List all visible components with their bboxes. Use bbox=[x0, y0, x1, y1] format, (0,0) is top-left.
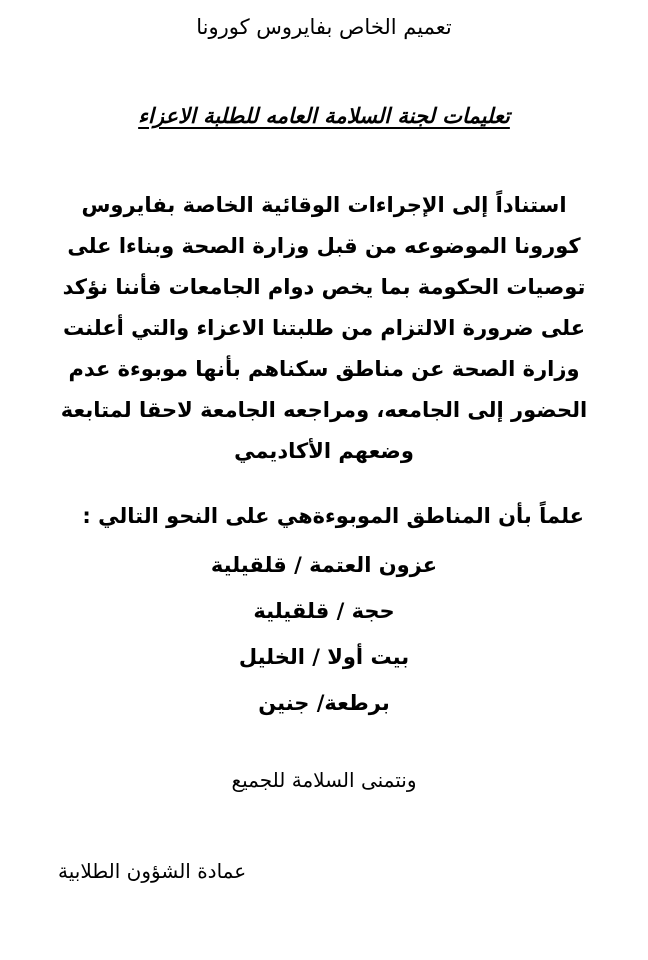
body-paragraph bbox=[58, 185, 590, 472]
regions-intro-note: علماً بأن المناطق الموبوءةهي على النحو التالي : bbox=[82, 504, 584, 528]
region-item: عزون العتمة / قلقيلية bbox=[210, 553, 438, 577]
body-line: كورونا الموضوعه من قبل وزارة الصحة وبناءا على bbox=[67, 234, 581, 258]
document-title: تعميم الخاص بفايروس كورونا bbox=[196, 15, 452, 39]
body-line: وزارة الصحة عن مناطق سكناهم بأنها موبوءة عدم bbox=[68, 357, 580, 381]
closing-line: ونتمنى السلامة للجميع bbox=[231, 768, 417, 792]
infected-regions-list bbox=[0, 542, 648, 726]
region-item: برطعة/ جنين bbox=[258, 691, 390, 715]
region-item: بيت أولا / الخليل bbox=[238, 645, 410, 669]
body-line: توصيات الحكومة بما يخص دوام الجامعات فأننا نؤكد bbox=[62, 275, 586, 299]
body-line: الحضور إلى الجامعه، ومراجعه الجامعة لاحقا لمتابعة bbox=[60, 398, 588, 422]
document-subtitle: تعليمات لجنة السلامة العامه للطلبة الاعزاء bbox=[138, 104, 510, 128]
body-line: على ضرورة الالتزام من طلبتنا الاعزاء والتي أعلنت bbox=[62, 316, 586, 340]
region-item: حجة / قلقيلية bbox=[253, 599, 395, 623]
body-line: استناداً إلى الإجراءات الوقائية الخاصة بفايروس bbox=[81, 193, 567, 217]
signature-deanship: عمادة الشؤون الطلابية bbox=[58, 859, 247, 883]
body-line: وضعهم الأكاديمي bbox=[234, 439, 414, 463]
